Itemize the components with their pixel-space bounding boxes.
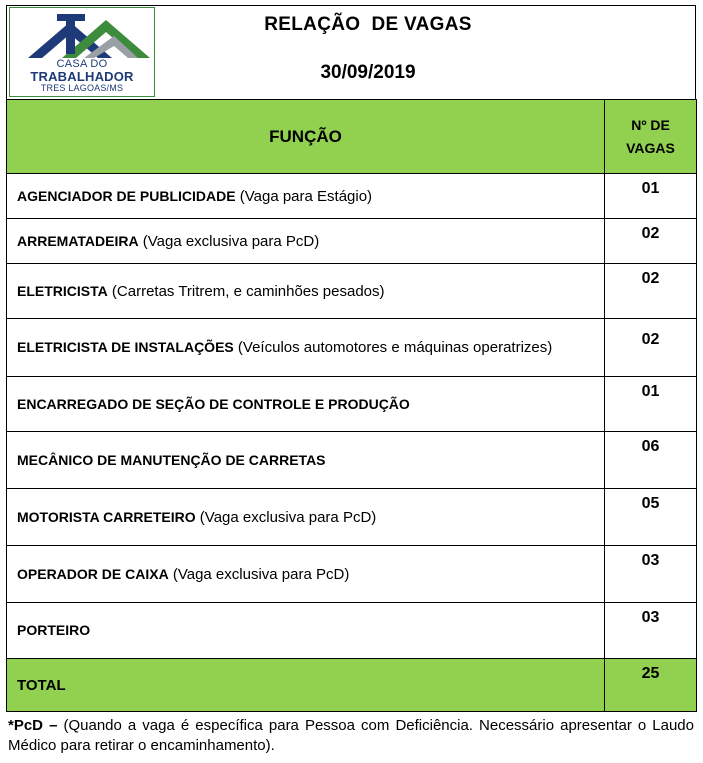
table-row bbox=[7, 174, 697, 219]
total-value: 25 bbox=[605, 659, 697, 712]
job-title: MOTORISTA CARRETEIRO bbox=[17, 508, 196, 525]
job-listing-sheet bbox=[6, 5, 696, 756]
vacancy-count: 02 bbox=[605, 264, 697, 319]
vacancy-count: 06 bbox=[605, 432, 697, 489]
job-title: ELETRICISTA bbox=[17, 282, 108, 299]
job-title: OPERADOR DE CAIXA bbox=[17, 565, 169, 582]
job-note: (Carretas Tritrem, e caminhões pesados) bbox=[107, 282, 385, 300]
job-note: (Vaga exclusiva para PcD) bbox=[195, 508, 377, 526]
logo-line-trabalhador: TRABALHADOR bbox=[30, 69, 134, 84]
job-cell bbox=[7, 264, 605, 319]
job-cell bbox=[7, 603, 605, 659]
logo-line-city: TRES LAGOAS/MS bbox=[40, 83, 124, 93]
column-header-count bbox=[605, 100, 697, 174]
vacancy-count: 03 bbox=[605, 546, 697, 603]
job-cell bbox=[7, 219, 605, 264]
page-title: RELAÇÃO DE VAGAS bbox=[264, 14, 472, 35]
casa-do-trabalhador-logo bbox=[9, 7, 155, 97]
job-title: ARREMATADEIRA bbox=[17, 232, 139, 249]
job-note: (Veículos automotores e máquinas operatrizes) bbox=[233, 339, 553, 356]
table-row bbox=[7, 432, 697, 489]
job-cell bbox=[7, 319, 605, 377]
job-cell bbox=[7, 174, 605, 219]
logo-line-casa-do: CASA DO bbox=[56, 58, 108, 70]
job-title: MECÂNICO DE MANUTENÇÃO DE CARRETAS bbox=[17, 451, 326, 468]
job-note: (Vaga exclusiva para PcD) bbox=[168, 565, 350, 583]
vacancy-count: 05 bbox=[605, 489, 697, 546]
total-label: TOTAL bbox=[7, 659, 605, 712]
job-note: (Vaga exclusiva para PcD) bbox=[138, 232, 320, 250]
table-row bbox=[7, 377, 697, 432]
document-date: 30/09/2019 bbox=[320, 62, 416, 83]
column-header-count-line1: Nº DE bbox=[631, 116, 670, 133]
footnote-text: (Quando a vaga é específica para Pessoa com Deficiência. Necessário apresentar o Laudo Médico para retirar o encaminhamento). bbox=[8, 717, 694, 754]
table-row bbox=[7, 489, 697, 546]
document-header bbox=[6, 5, 696, 99]
vacancy-count: 01 bbox=[605, 174, 697, 219]
table-row bbox=[7, 319, 697, 377]
job-cell bbox=[7, 546, 605, 603]
vacancy-count: 03 bbox=[605, 603, 697, 659]
vacancy-count: 02 bbox=[605, 219, 697, 264]
job-title: PORTEIRO bbox=[17, 622, 91, 638]
vacancy-count: 01 bbox=[605, 377, 697, 432]
vacancy-table bbox=[6, 99, 697, 712]
job-title: AGENCIADOR DE PUBLICIDADE bbox=[17, 187, 236, 204]
table-row bbox=[7, 603, 697, 659]
job-cell bbox=[7, 432, 605, 489]
job-cell bbox=[7, 377, 605, 432]
footnote bbox=[6, 716, 696, 756]
footnote-mark: *PcD – bbox=[8, 717, 58, 734]
job-note: (Vaga para Estágio) bbox=[235, 187, 373, 205]
job-title: ELETRICISTA DE INSTALAÇÕES bbox=[17, 339, 234, 355]
job-title: ENCARREGADO DE SEÇÃO DE CONTROLE E PRODUÇÃO bbox=[17, 395, 410, 412]
table-row bbox=[7, 546, 697, 603]
column-header-function: FUNÇÃO bbox=[7, 100, 605, 174]
column-header-count-line2: VAGAS bbox=[626, 139, 675, 156]
vacancy-count: 02 bbox=[605, 319, 697, 377]
table-header-row bbox=[7, 100, 697, 174]
job-cell bbox=[7, 489, 605, 546]
table-row bbox=[7, 219, 697, 264]
total-row bbox=[7, 659, 697, 712]
table-row bbox=[7, 264, 697, 319]
